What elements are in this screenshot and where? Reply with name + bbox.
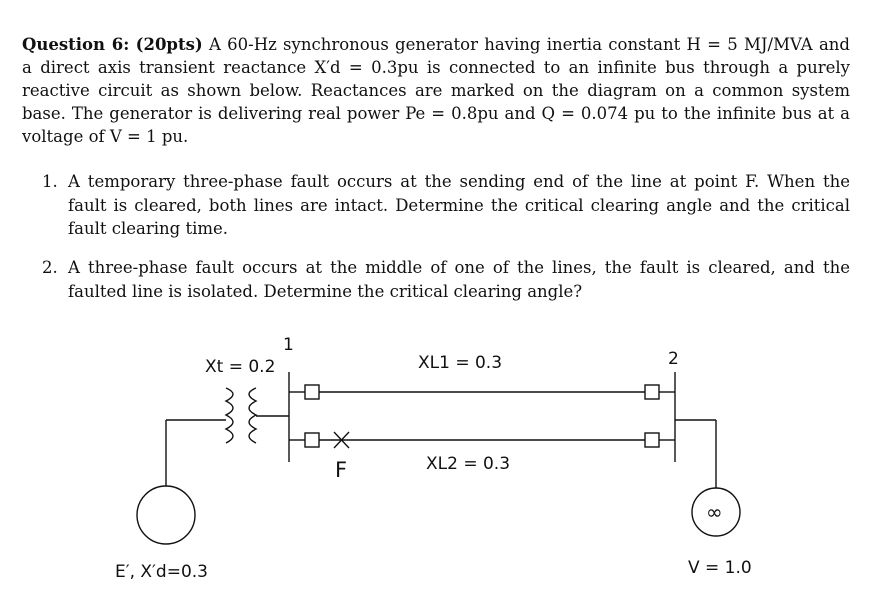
transformer-secondary-coil bbox=[249, 388, 256, 443]
bus-voltage-label: V = 1.0 bbox=[688, 558, 752, 578]
breaker-icon bbox=[305, 433, 319, 447]
xt-label: Xt = 0.2 bbox=[205, 357, 276, 377]
question-points: (20pts) bbox=[135, 35, 203, 54]
generator-symbol bbox=[137, 486, 195, 544]
item-text: A three-phase fault occurs at the middle of one of the lines, the fault is cleared, and the faulted line is isolated. Determine the critical clearing angle? bbox=[68, 258, 850, 301]
item-text: A temporary three-phase fault occurs at the sending end of the line at point F. When the fault is cleared, both lines are intact. Determine the critical clearing angle and the critical fault clearing time. bbox=[68, 172, 850, 238]
xl2-label: XL2 = 0.3 bbox=[426, 454, 511, 474]
infinity-icon: ∞ bbox=[706, 500, 723, 524]
transformer-primary-coil bbox=[226, 388, 233, 443]
breaker-icon bbox=[645, 385, 659, 399]
question-heading: Question 6: bbox=[22, 35, 130, 54]
bus-2-label: 2 bbox=[668, 349, 679, 369]
generator-label: E′, X′d=0.3 bbox=[115, 562, 208, 582]
question-text: A 60-Hz synchronous generator having inertia constant H = 5 MJ/MVA and a direct axis transient reactance X′d = 0.3pu is connected to an infinite bus through a purely reactive circuit as shown below. Reactances are marked on the diagram on a common system base. The generator is delivering real power Pe = 0.8pu and Q = 0.074 pu to the infinite bus at a voltage of V = 1 pu. bbox=[22, 35, 850, 146]
item-number: 1. bbox=[42, 172, 58, 191]
fault-label: F bbox=[335, 458, 348, 482]
bus-1-label: 1 bbox=[283, 335, 294, 355]
breaker-icon bbox=[305, 385, 319, 399]
breaker-icon bbox=[645, 433, 659, 447]
item-number: 2. bbox=[42, 258, 58, 277]
xl1-label: XL1 = 0.3 bbox=[418, 353, 503, 373]
